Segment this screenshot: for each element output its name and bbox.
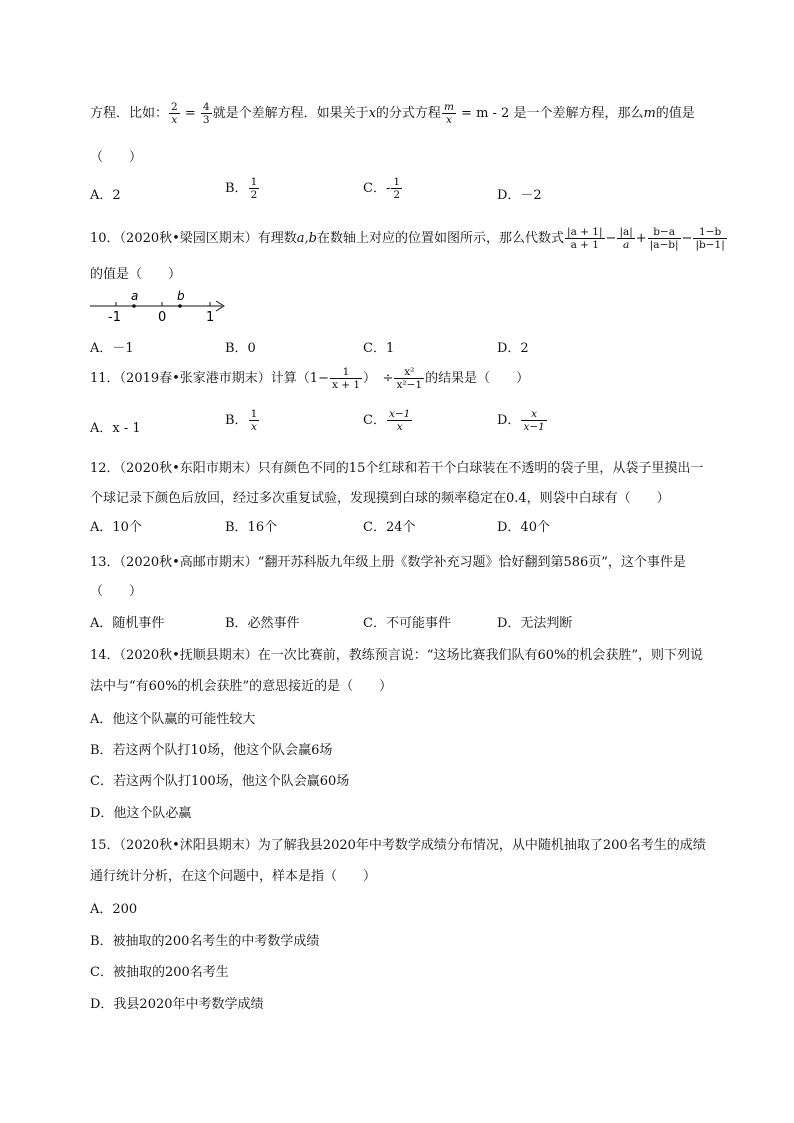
q11-option-c-label: C． xyxy=(363,413,386,429)
q14-stem-line1: 14．（2020秋•抚顺县期末）在一次比赛前，教练预言说：“这场比赛我们队有60%的机会获胜”，则下列说 xyxy=(90,648,703,663)
q10-option-d[interactable]: D．2 xyxy=(497,341,529,356)
q10-option-a[interactable]: A．－1 xyxy=(90,341,134,356)
label-b: b xyxy=(177,289,185,303)
q12-option-a[interactable]: A．10个 xyxy=(90,520,142,535)
q9-var-m: m xyxy=(643,106,656,122)
q15-option-b[interactable]: B．被抽取的200名考生的中考数学成绩 xyxy=(90,934,320,949)
q14-option-a[interactable]: A．他这个队赢的可能性较大 xyxy=(90,712,256,727)
q11-fraction-1: $\frac{1}{x + 1}$ xyxy=(331,366,361,392)
q9-example-fraction-2: $\frac{4}{3}$ xyxy=(202,101,210,127)
point-a xyxy=(132,304,136,308)
q14-option-c[interactable]: C．若这两个队打100场，他这个队会赢60场 xyxy=(90,774,350,789)
q10-op2: + xyxy=(635,231,647,247)
q15-stem-line2: 通行统计分析，在这个问题中，样本是指（ ） xyxy=(90,869,377,884)
q9-option-c-fraction: $\frac{1}{2}$ xyxy=(393,176,401,202)
q11-option-c[interactable] xyxy=(363,408,413,433)
q10-op3: − xyxy=(681,231,693,247)
q9-text-a: 方程．比如： xyxy=(90,106,169,122)
label-neg1: -1 xyxy=(108,310,121,324)
q11-option-d[interactable] xyxy=(497,408,548,433)
q10-op1: − xyxy=(605,231,617,247)
q13-stem-line1: 13．（2020秋•高邮市期末）“翻开苏科版九年级上册《数学补充习题》恰好翻到第586页”，这个事件是 xyxy=(90,555,686,570)
q9-option-c[interactable] xyxy=(363,176,403,201)
q9-option-c-label: C．- xyxy=(363,181,391,197)
q12-option-c[interactable]: C．24个 xyxy=(363,520,416,535)
q15-option-a[interactable]: A．200 xyxy=(90,902,138,917)
label-1: 1 xyxy=(206,310,215,324)
q9-equation-fraction: $\frac{m}{x}$ xyxy=(443,101,454,127)
q10-stem-line2: 的值是（ ） xyxy=(90,267,182,282)
q11-option-b[interactable] xyxy=(225,408,260,433)
q13-option-d[interactable]: D．无法判断 xyxy=(497,616,573,631)
q10-mid: 在数轴上对应的位置如图所示，那么代数式 xyxy=(317,231,565,247)
q10-fraction-2: $\frac{|a|}{a}$ xyxy=(619,226,633,252)
q9-equals: = xyxy=(180,106,200,122)
label-a: a xyxy=(131,289,139,303)
q12-stem-line2: 个球记录下颜色后放回，经过多次重复试验，发现摸到白球的频率稳定在0.4，则袋中白球有（ ） xyxy=(90,491,670,506)
q9-option-b-fraction: $\frac{1}{2}$ xyxy=(250,176,258,202)
q11-option-b-fraction: $\frac{1}{x}$ xyxy=(250,408,258,434)
q9-stem-line1 xyxy=(90,101,695,126)
q9-example-fraction-1: $\frac{2}{x}$ xyxy=(171,101,178,127)
q9-text-e: 的值是 xyxy=(655,106,695,122)
q10-option-b[interactable]: B．0 xyxy=(225,341,256,356)
q10-fraction-1: $\frac{|a + 1|}{a + 1}$ xyxy=(567,226,603,252)
q10-fraction-4: $\frac{1-b}{|b-1|}$ xyxy=(695,226,725,252)
q11-stem xyxy=(90,366,529,391)
q9-text-b: 就是个差解方程．如果关于 xyxy=(212,106,369,122)
q10-prefix: 10．（2020秋•梁园区期末）有理数 xyxy=(90,231,297,247)
q11-option-c-fraction: $\frac{x-1}{x}$ xyxy=(388,408,411,434)
q15-option-d[interactable]: D．我县2020年中考数学成绩 xyxy=(90,997,264,1012)
q11-prefix: 11．（2019春•张家港市期末）计算（1− xyxy=(90,371,329,387)
q11-option-a[interactable]: A．x - 1 xyxy=(90,421,141,436)
q12-option-b[interactable]: B．16个 xyxy=(225,520,278,535)
q10-option-c[interactable]: C．1 xyxy=(363,341,395,356)
q15-stem-line1: 15．（2020秋•沭阳县期末）为了解我县2020年中考数学成绩分布情况，从中随机抽取了200名考生的成绩 xyxy=(90,838,706,853)
q13-option-b[interactable]: B．必然事件 xyxy=(225,616,300,631)
q9-var-x: x xyxy=(368,106,376,122)
q10-vars: a,b xyxy=(296,231,318,247)
q10-number-line xyxy=(86,288,236,324)
q14-option-b[interactable]: B．若这两个队打10场，他这个队会赢6场 xyxy=(90,743,333,758)
point-b xyxy=(178,304,182,308)
q9-option-b[interactable] xyxy=(225,176,260,201)
label-0: 0 xyxy=(158,310,167,324)
q13-option-c[interactable]: C．不可能事件 xyxy=(363,616,451,631)
q11-mid: ） ÷ xyxy=(363,371,394,387)
q14-option-d[interactable]: D．他这个队必赢 xyxy=(90,806,192,821)
q9-option-d[interactable]: D．－2 xyxy=(497,188,542,203)
q11-suffix: 的结果是（ ） xyxy=(425,371,530,387)
q14-stem-line2: 法中与“有60%的机会获胜”的意思接近的是（ ） xyxy=(90,679,393,694)
q10-stem-line1 xyxy=(90,226,728,251)
q9-text-c: 的分式方程 xyxy=(375,106,441,122)
q15-option-c[interactable]: C．被抽取的200名考生 xyxy=(90,965,229,980)
q12-stem-line1: 12．（2020秋•东阳市期末）只有颜色不同的15个红球和若干个白球装在不透明的袋子里，从袋子里摸出一 xyxy=(90,461,704,476)
q9-answer-paren: （ ） xyxy=(90,150,143,165)
q11-option-b-label: B． xyxy=(225,413,248,429)
q9-option-b-label: B． xyxy=(225,181,248,197)
q13-option-a[interactable]: A．随机事件 xyxy=(90,616,165,631)
q13-stem-line2: （ ） xyxy=(90,584,143,599)
q11-option-d-label: D． xyxy=(497,413,521,429)
q11-fraction-2: $\frac{\text{x²}}{\text{x²−1}}$ xyxy=(396,366,423,392)
q9-text-d: = m - 2 是一个差解方程，那么 xyxy=(456,106,644,122)
q10-fraction-3: $\frac{b-a}{|a-b|}$ xyxy=(649,226,679,252)
q11-option-d-fraction: $\frac{x}{x-1}$ xyxy=(523,408,545,434)
q12-option-d[interactable]: D．40个 xyxy=(497,520,550,535)
q9-option-a[interactable]: A．2 xyxy=(90,188,121,203)
